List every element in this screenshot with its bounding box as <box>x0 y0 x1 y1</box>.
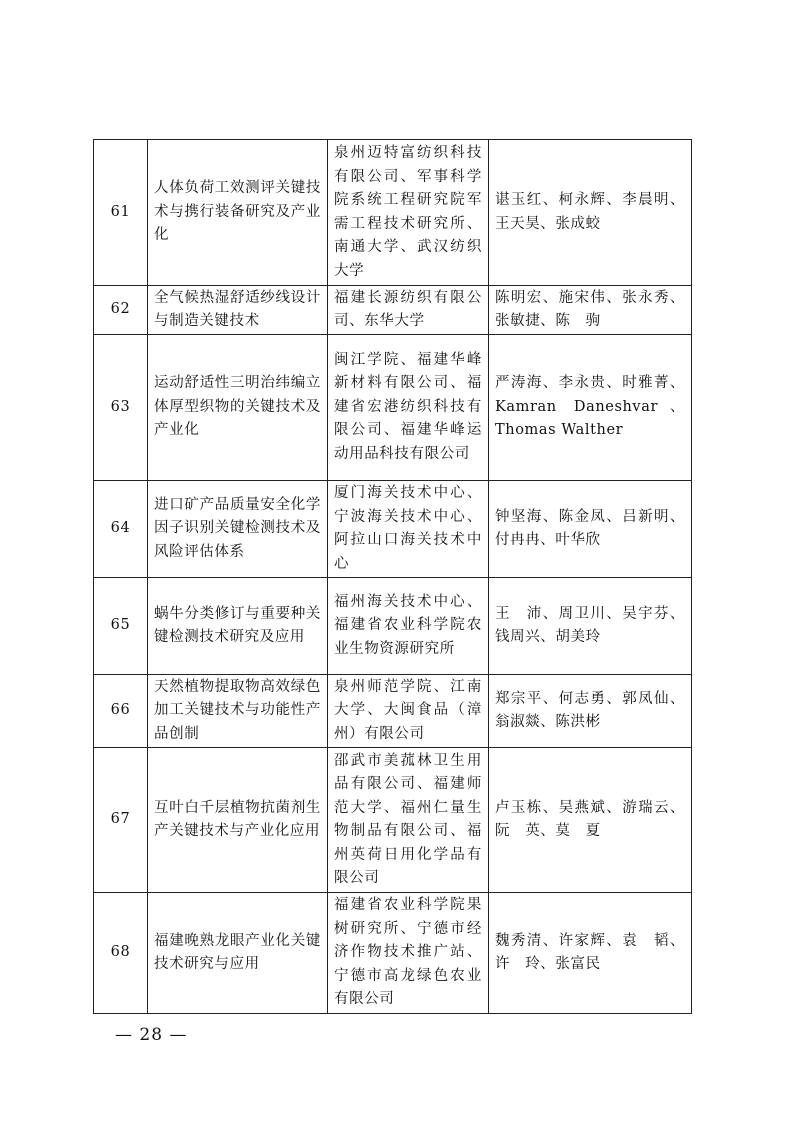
row-number: 62 <box>94 286 148 335</box>
contributors: 卢玉栋、吴燕斌、游瑞云、阮 英、莫 夏 <box>489 748 692 893</box>
project-title: 人体负荷工效测评关键技术与携行装备研究及产业化 <box>148 140 328 286</box>
table-row <box>94 140 692 286</box>
page-number: — 28 — <box>115 1025 188 1045</box>
organizations: 闽江学院、福建华峰新材料有限公司、福建省宏港纺织科技有限公司、福建华峰运动用品科技有限公司 <box>328 335 489 481</box>
project-title: 全气候热湿舒适纱线设计与制造关键技术 <box>148 286 328 335</box>
organizations: 福建长源纺织有限公司、东华大学 <box>328 286 489 335</box>
row-number: 67 <box>94 748 148 893</box>
contributors: 郑宗平、何志勇、郭凤仙、翁淑燚、陈洪彬 <box>489 675 692 748</box>
organizations: 泉州迈特富纺织科技有限公司、军事科学院系统工程研究院军需工程技术研究所、南通大学、武汉纺织大学 <box>328 140 489 286</box>
contributors: 谌玉红、柯永辉、李晨明、王天昊、张成蛟 <box>489 140 692 286</box>
contributors: 王 沛、周卫川、吴宇芬、钱周兴、胡美玲 <box>489 578 692 675</box>
row-number: 64 <box>94 481 148 578</box>
organizations: 福建省农业科学院果树研究所、宁德市经济作物技术推广站、宁德市高龙绿色农业有限公司 <box>328 893 489 1014</box>
contributors: 严涛海、李永贵、时雅菁、Kamran Daneshvar、Thomas Walther <box>489 335 692 481</box>
row-number: 61 <box>94 140 148 286</box>
organizations: 泉州师范学院、江南大学、大闽食品（漳州）有限公司 <box>328 675 489 748</box>
award-table <box>93 139 692 1014</box>
table-row <box>94 893 692 1014</box>
table-row <box>94 335 692 481</box>
project-title: 进口矿产品质量安全化学因子识别关键检测技术及风险评估体系 <box>148 481 328 578</box>
row-number: 68 <box>94 893 148 1014</box>
project-title: 运动舒适性三明治纬编立体厚型织物的关键技术及产业化 <box>148 335 328 481</box>
organizations: 厦门海关技术中心、宁波海关技术中心、阿拉山口海关技术中心 <box>328 481 489 578</box>
contributors: 陈明宏、施宋伟、张永秀、张敏捷、陈 驹 <box>489 286 692 335</box>
row-number: 65 <box>94 578 148 675</box>
project-title: 天然植物提取物高效绿色加工关键技术与功能性产品创制 <box>148 675 328 748</box>
project-title: 福建晚熟龙眼产业化关键技术研究与应用 <box>148 893 328 1014</box>
table-row <box>94 578 692 675</box>
organizations: 邵武市美菰林卫生用品有限公司、福建师范大学、福州仁量生物制品有限公司、福州英荷日用化学品有限公司 <box>328 748 489 893</box>
table-row <box>94 481 692 578</box>
table-row <box>94 748 692 893</box>
table-row <box>94 286 692 335</box>
project-title: 互叶白千层植物抗菌剂生产关键技术与产业化应用 <box>148 748 328 893</box>
contributors: 钟坚海、陈金凤、吕新明、付冉冉、叶华欣 <box>489 481 692 578</box>
contributors: 魏秀清、许家辉、袁 韬、许 玲、张富民 <box>489 893 692 1014</box>
row-number: 66 <box>94 675 148 748</box>
project-title: 蜗牛分类修订与重要种关键检测技术研究及应用 <box>148 578 328 675</box>
organizations: 福州海关技术中心、福建省农业科学院农业生物资源研究所 <box>328 578 489 675</box>
row-number: 63 <box>94 335 148 481</box>
table-row <box>94 675 692 748</box>
